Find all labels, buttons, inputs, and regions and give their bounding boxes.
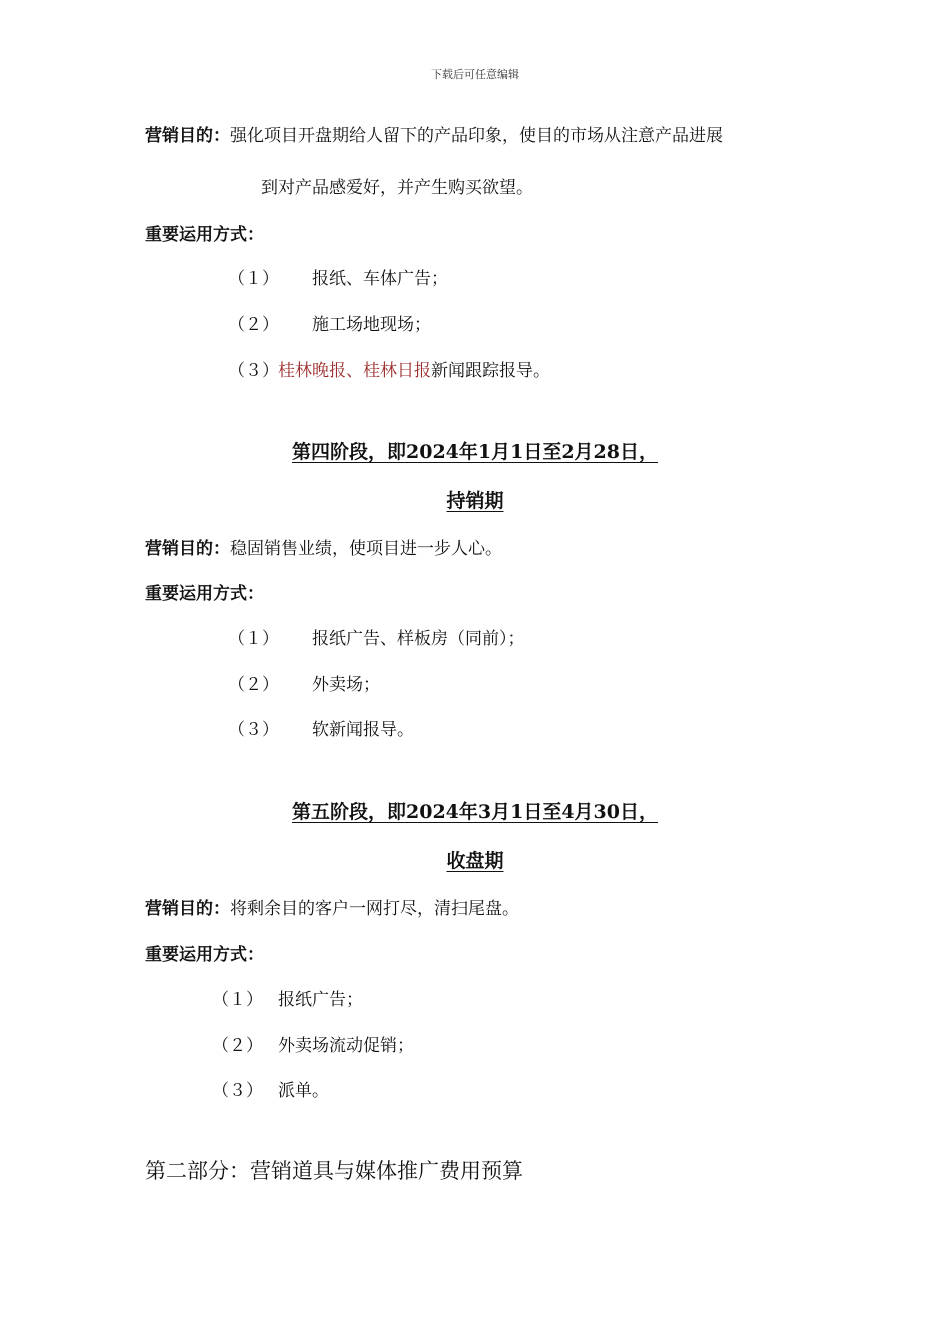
list-item (228, 673, 380, 697)
goal-label: 营销目的： (145, 899, 230, 919)
goal-line (145, 124, 723, 148)
goal-text: 稳固销售业绩，使项目进一步人心。 (230, 539, 502, 559)
list-item-number: （３） (228, 720, 279, 740)
stage-title: 第四阶段，即2024年1月1日至2月28日， (292, 441, 658, 463)
goal-line (145, 897, 519, 921)
list-item (228, 627, 525, 651)
list-item-text: 外卖场流动促销； (278, 1036, 414, 1056)
highlighted-newspapers: 桂林晚报、桂林日报 (278, 361, 431, 381)
list-item (228, 718, 414, 742)
methods-label: 重要运用方式： (145, 945, 264, 965)
list-item-number: （２） (212, 1036, 263, 1056)
list-item-text: 施工场地现场； (312, 315, 431, 335)
list-item-number: （１） (212, 990, 263, 1010)
list-item-text: 派单。 (278, 1081, 329, 1101)
list-item (212, 1079, 329, 1103)
list-item-number: （１） (228, 629, 279, 649)
list-item-number: （２） (228, 675, 279, 695)
list-item (228, 359, 550, 383)
stage-subtitle: 收盘期 (446, 850, 504, 872)
list-item-number: （３） (212, 1081, 263, 1101)
list-item (212, 988, 363, 1012)
goal-label: 营销目的： (145, 539, 230, 559)
goal-line (145, 537, 502, 561)
list-item-text: 报纸、车体广告； (312, 269, 448, 289)
methods-label: 重要运用方式： (145, 225, 264, 245)
section-title: 第二部分：营销道具与媒体推广费用预算 (145, 1159, 523, 1183)
list-item-number: （１） (228, 269, 279, 289)
list-item-text: 外卖场； (312, 675, 380, 695)
goal-text: 强化项目开盘期给人留下的产品印象，使目的市场从注意产品进展 (230, 126, 723, 146)
methods-label: 重要运用方式： (145, 584, 264, 604)
goal-label: 营销目的： (145, 126, 230, 146)
list-item-text: 软新闻报导。 (312, 720, 414, 740)
list-item-number: （２） (228, 315, 279, 335)
list-item-number: （３） (228, 361, 279, 381)
goal-text-continued: 到对产品感爱好，并产生购买欲望。 (261, 178, 533, 198)
stage-subtitle: 持销期 (446, 490, 504, 512)
goal-text: 将剩余目的客户一网打尽，清扫尾盘。 (230, 899, 519, 919)
list-item-text: 报纸广告、样板房（同前）； (312, 629, 525, 649)
list-item-text: 新闻跟踪报导。 (431, 361, 550, 381)
stage-title: 第五阶段，即2024年3月1日至4月30日， (292, 801, 658, 823)
list-item (228, 313, 431, 337)
page-header-note: 下载后可任意编辑 (431, 68, 519, 81)
list-item (228, 267, 448, 291)
list-item-text: 报纸广告； (278, 990, 363, 1010)
list-item (212, 1034, 414, 1058)
